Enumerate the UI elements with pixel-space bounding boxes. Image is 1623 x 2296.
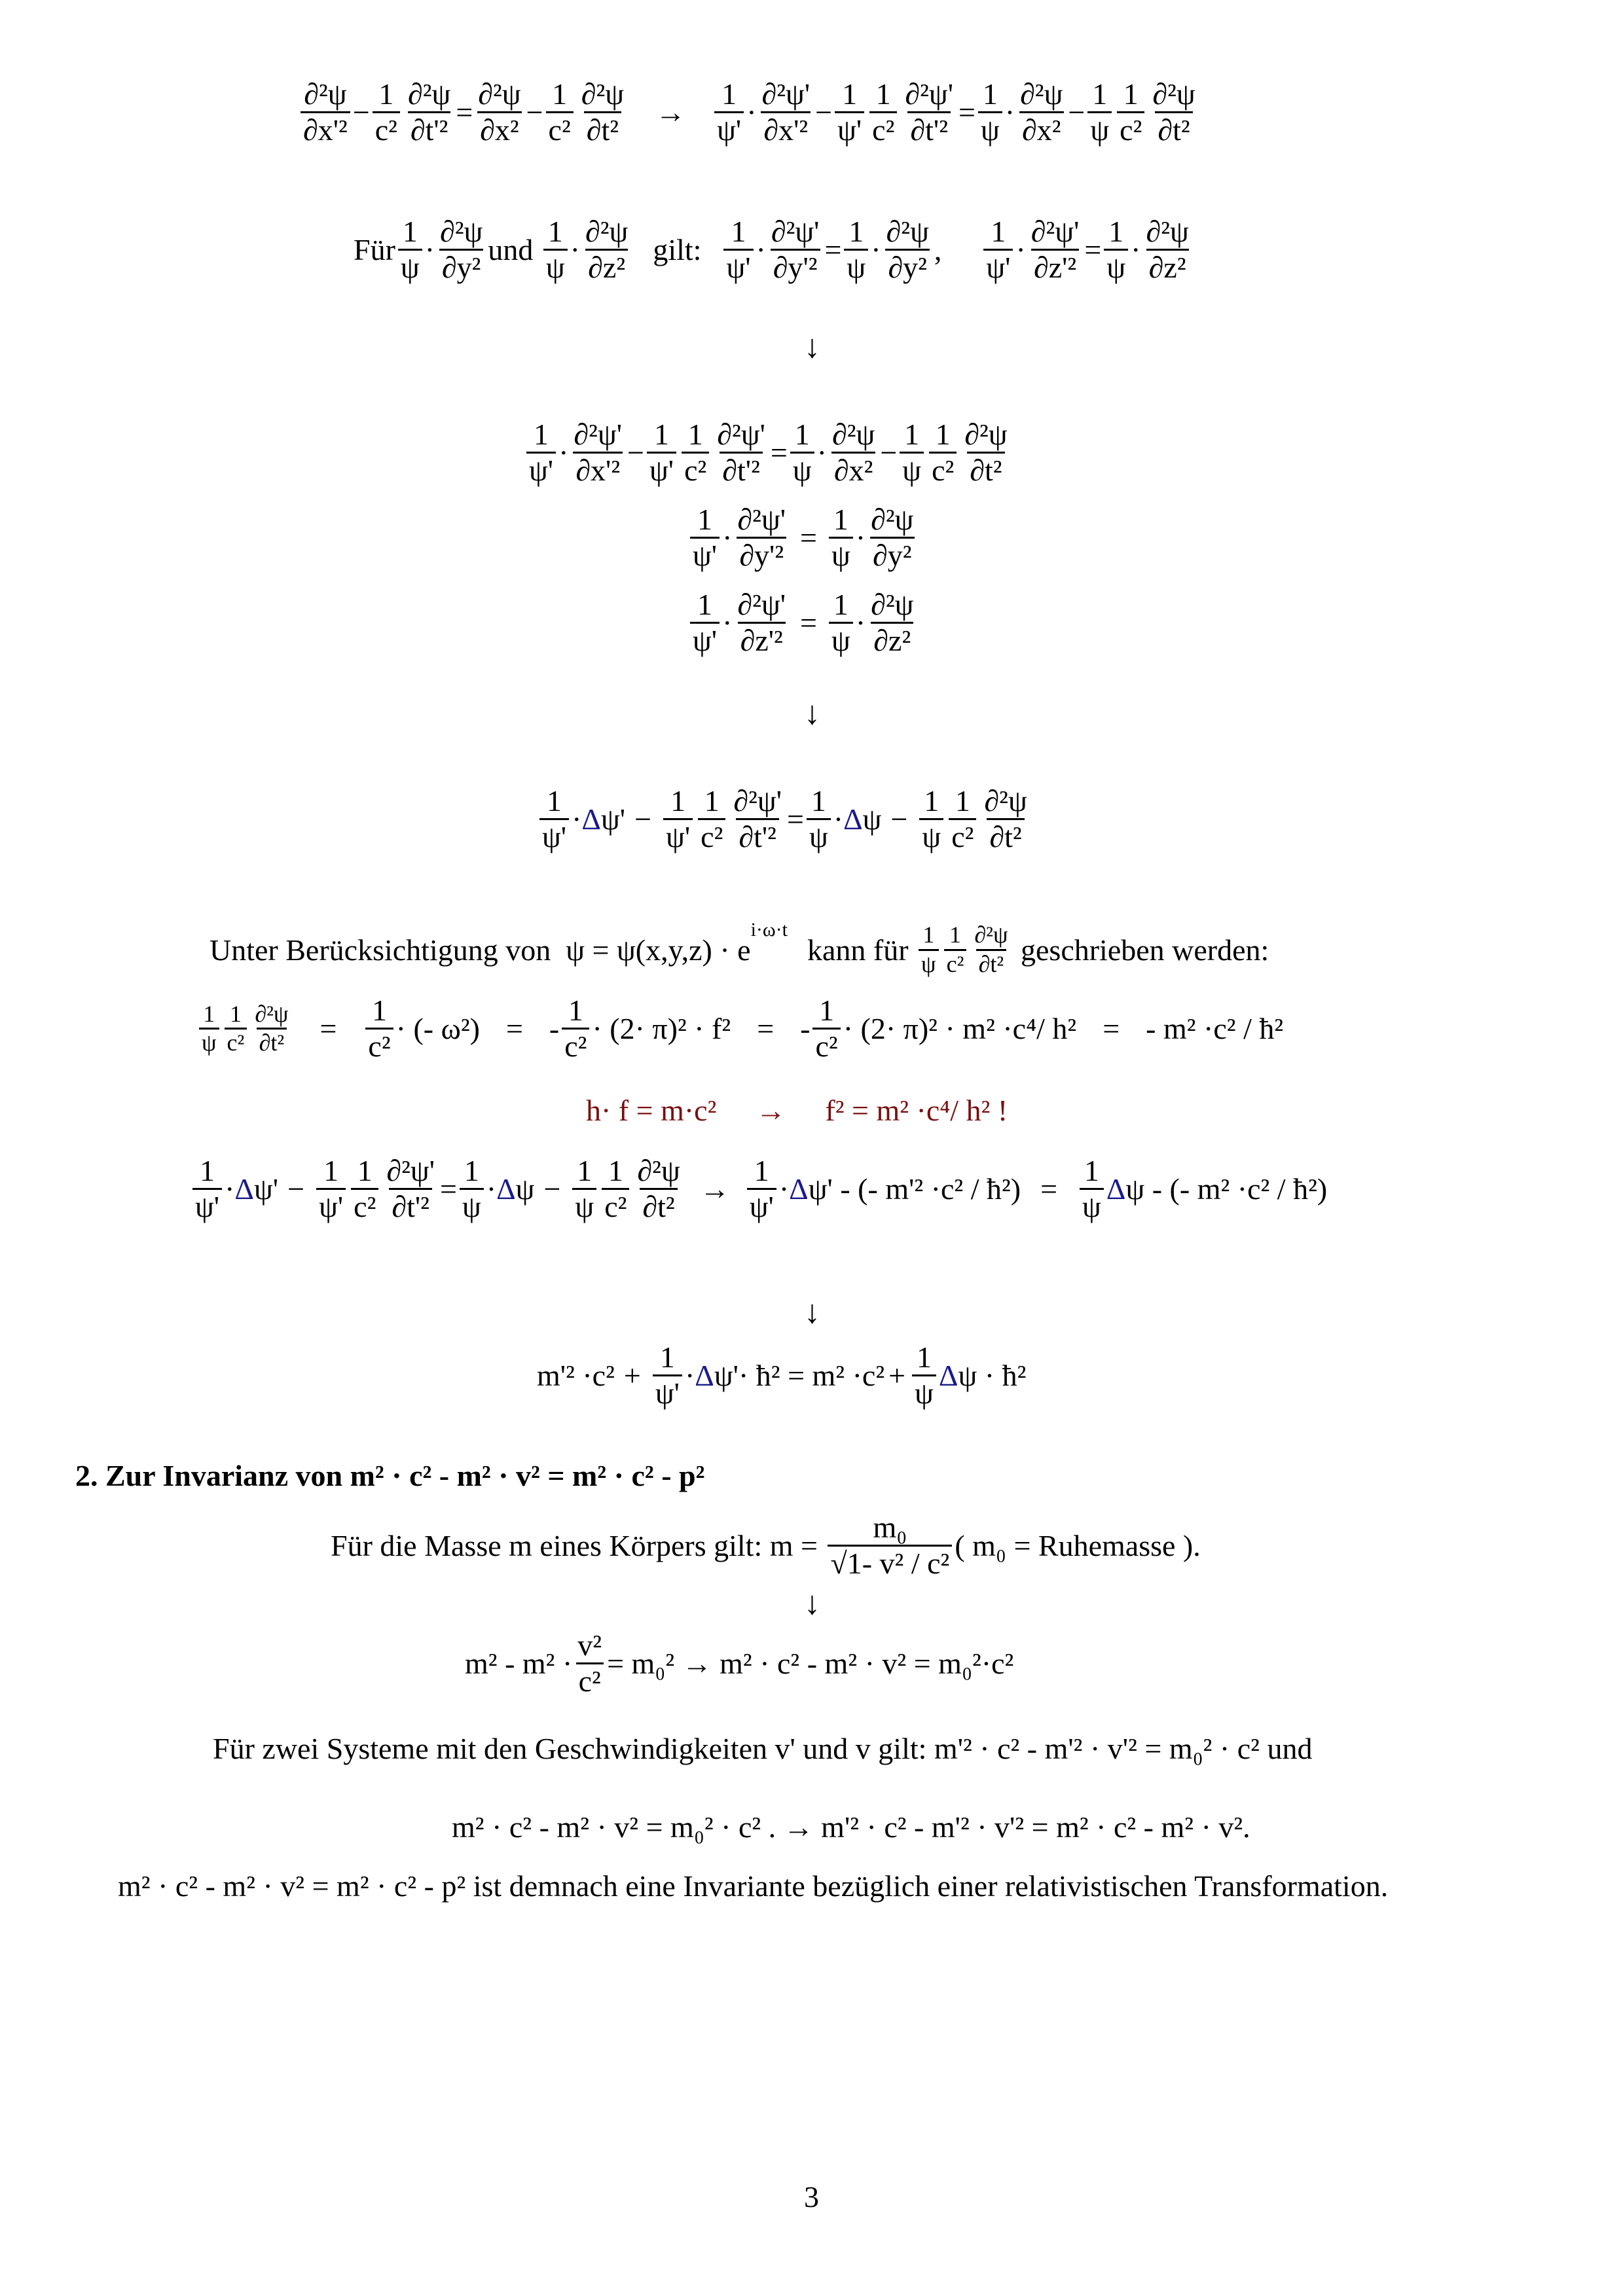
laplace-operator: Δ	[789, 1172, 809, 1206]
fraction: $\frac{1}{\psi}$	[807, 785, 831, 853]
note-planck-relation: h· f = m·c² → f² = m² ·c⁴/ h² !	[586, 1094, 1008, 1127]
fraction: $\frac{\text{∂²ψ}}{\text{∂x²}}$	[1020, 77, 1063, 147]
laplace-operator: Δ	[1106, 1172, 1126, 1206]
text-mass-formula: Für die Masse m eines Körpers gilt: m = $\frac{\text{m₀}}{\text{√1- v² / c²}}$ ( m₀ = Ruhemasse ).	[331, 1511, 1201, 1581]
fraction: $\frac{\text{∂²ψ'}}{\text{∂x'²}}$	[574, 418, 623, 488]
fraction: $\frac{\text{∂²ψ}}{\text{∂t²}}$	[974, 922, 1008, 977]
fraction: $\frac{1}{\psi'}$	[714, 79, 744, 147]
text-conclusion: m² · c² - m² · v² = m² · c² - p² ist demnach eine Invariante bezüglich einer relativistischen Transformation.	[118, 1869, 1389, 1903]
equation-laplace: $\frac{1}{\psi'}$ · Δ ψ' − $\frac{1}{\psi'}$ $\frac{1}{\text{c²}}$ $\frac{\text{∂²ψ'}}{\text{∂t'²}}$ = $\frac{1}{\psi}$ · Δ ψ − $\frac{1}{\psi}$ $\frac{1}{\text{c²}}$ $\frac{\text{∂²ψ}}{\text{∂t²}}$	[537, 785, 1032, 853]
equation-two-systems: m² · c² - m² · v² = m₀² · c² . → m'² · c² - m'² · v'² = m² · c² - m² · v².	[452, 1810, 1250, 1844]
equation-final: m'² ·c² + $\frac{1}{\psi'}$ · Δ ψ' · ħ² = m² ·c² + $\frac{1}{\psi}$ Δ ψ · ħ²	[537, 1340, 1027, 1410]
fraction: $\frac{\text{∂²ψ'}}{\text{∂y'²}}$	[737, 503, 786, 573]
equation-y-component: $\frac{1}{\psi'}$ · $\frac{\text{∂²ψ'}}{\text{∂y'²}}$ = $\frac{1}{\psi}$ · $\frac{\text{∂²ψ}}{\text{∂y²}}$	[687, 504, 919, 572]
text-two-systems: Für zwei Systeme mit den Geschwindigkeiten v' und v gilt: m'² · c² - m'² · v'² = m₀² · c² und	[213, 1732, 1313, 1765]
fraction: $\frac{1}{\psi}$	[543, 216, 568, 284]
fraction: $\frac{1}{\psi'}$	[690, 504, 720, 572]
arrow-right-icon: →	[756, 1094, 786, 1127]
equation-yz-equivalence: Für $\frac{1}{\psi}$ · $\frac{\text{∂²ψ}}{\text{∂y²}}$ und $\frac{1}{\psi}$ · $\frac{\text{∂²ψ}}{\text{∂z²}}$ gilt: $\frac{1}{\psi'}$ · $\frac{\text{∂²ψ'}}{\text{∂y'²}}$ = $\frac{1}{\psi}$ · $\frac{\text{∂²ψ}}{\text{∂y²}}$ , $\frac{1}{\psi'}$ · $\frac{\text{∂²ψ'}}{\text{∂z'²}}$ = $\frac{1}{\psi}$ · $\frac{\text{∂²ψ}}{\text{∂z²}}$	[354, 216, 1194, 284]
fraction: $\frac{\text{∂²ψ'}}{\text{∂z'²}}$	[737, 588, 786, 658]
fraction: $\frac{1}{\psi}$	[199, 1002, 219, 1056]
fraction: $\frac{1}{\psi'}$	[539, 785, 569, 853]
fraction: $\frac{1}{\text{c²}}$	[225, 1002, 247, 1056]
fraction: $\frac{\text{∂²ψ}}{\text{∂x'²}}$	[301, 79, 350, 147]
fraction: $\frac{1}{\psi}$	[900, 419, 924, 487]
fraction: $\frac{1}{\psi}$	[978, 79, 1002, 147]
fraction: $\frac{1}{\psi}$	[912, 1342, 936, 1410]
fraction: $\frac{1}{\text{c²}}$	[562, 995, 589, 1063]
equation-wave-transform: $\frac{\text{∂²ψ}}{\text{∂x'²}}$ − $\frac{1}{\text{c²}}$ $\frac{\text{∂²ψ}}{\text{∂t'²}}$ = $\frac{\text{∂²ψ}}{\text{∂x²}}$ − $\frac{1}{\text{c²}}$ $\frac{\text{∂²ψ}}{\text{∂t²}}$ → $\frac{1}{\psi'}$ · $\frac{\text{∂²ψ'}}{\text{∂x'²}}$ − $\frac{1}{\psi'}$ $\frac{1}{\text{c²}}$ $\frac{\text{∂²ψ'}}{\text{∂t'²}}$ = $\frac{1}{\psi}$ · $\frac{\text{∂²ψ}}{\text{∂x²}}$ − $\frac{1}{\psi}$ $\frac{1}{\text{c²}}$ $\frac{\text{∂²ψ}}{\text{∂t²}}$	[298, 79, 1201, 147]
fraction: $\frac{1}{\psi'}$	[983, 216, 1013, 284]
fraction: $\frac{1}{\psi}$	[844, 216, 868, 284]
fraction: $\frac{1}{\psi}$	[829, 504, 853, 572]
fraction: $\frac{1}{\psi}$	[1080, 1155, 1104, 1223]
fraction: $\frac{\text{∂²ψ}}{\text{∂t'²}}$	[407, 77, 451, 147]
fraction: $\frac{1}{\psi'}$	[647, 419, 676, 487]
fraction: $\frac{\text{∂²ψ}}{\text{∂t²}}$	[984, 784, 1027, 854]
laplace-operator: Δ	[496, 1172, 516, 1206]
equation-combined: $\frac{1}{\psi'}$ · Δ ψ' − $\frac{1}{\psi'}$ $\frac{1}{\text{c²}}$ $\frac{\text{∂²ψ'}}{\text{∂t'²}}$ = $\frac{1}{\psi}$ · Δ ψ − $\frac{1}{\psi}$ $\frac{1}{\text{c²}}$ $\frac{\text{∂²ψ}}{\text{∂t²}}$ → $\frac{1}{\psi'}$ · Δ ψ' - (- m'² ·c² / ħ²) = $\frac{1}{\psi}$ Δ ψ - (- m² ·c² / ħ²)	[190, 1155, 1327, 1223]
fraction: $\frac{1}{\text{c²}}$	[812, 995, 840, 1063]
laplace-operator: Δ	[695, 1359, 714, 1393]
fraction: $\frac{\text{∂²ψ}}{\text{∂t²}}$	[1152, 77, 1195, 147]
fraction: $\frac{\text{∂²ψ'}}{\text{∂t'²}}$	[717, 418, 765, 488]
fraction: $\frac{\text{∂²ψ}}{\text{∂t²}}$	[581, 77, 625, 147]
fraction: $\frac{1}{\psi'}$	[663, 785, 693, 853]
fraction: $\frac{\text{∂²ψ'}}{\text{∂x'²}}$	[761, 77, 811, 147]
fraction: $\frac{1}{\text{c²}}$	[373, 79, 400, 147]
fraction: $\frac{\text{∂²ψ'}}{\text{∂y'²}}$	[771, 215, 820, 285]
fraction: $\frac{\text{∂²ψ}}{\text{∂y²}}$	[440, 215, 483, 285]
fraction: $\frac{\text{∂²ψ}}{\text{∂y²}}$	[871, 503, 914, 573]
fraction: $\frac{\text{∂²ψ}}{\text{∂z²}}$	[871, 588, 914, 658]
arrow-down-icon: ↓	[804, 694, 820, 731]
fraction: $\frac{1}{\text{c²}}$	[949, 785, 976, 853]
arrow-down-icon: ↓	[804, 1293, 820, 1330]
fraction: $\frac{\text{∂²ψ'}}{\text{∂t'²}}$	[905, 77, 953, 147]
fraction: $\frac{1}{\psi}$	[790, 419, 814, 487]
laplace-operator: Δ	[843, 802, 863, 836]
laplace-operator: Δ	[581, 802, 602, 836]
fraction: $\frac{1}{\psi}$	[398, 216, 422, 284]
fraction: $\frac{1}{\text{c²}}$	[1117, 79, 1144, 147]
fraction: $\frac{\text{∂²ψ}}{\text{∂x²}}$	[478, 77, 521, 147]
arrow-down-icon: ↓	[804, 328, 820, 365]
fraction: $\frac{1}{\psi}$	[1087, 79, 1112, 147]
fraction: $\frac{1}{\text{c²}}$	[546, 79, 574, 147]
fraction: $\frac{1}{\psi}$	[919, 923, 939, 977]
fraction: $\frac{1}{\text{c²}}$	[698, 785, 725, 853]
fraction: $\frac{1}{\psi}$	[1104, 216, 1128, 284]
fraction: $\frac{1}{\psi}$	[919, 785, 943, 853]
equation-chain: $\frac{1}{\psi}$ $\frac{1}{\text{c²}}$ $\frac{\text{∂²ψ}}{\text{∂t²}}$ = $\frac{1}{\text{c²}}$ · (- ω²) = - $\frac{1}{\text{c²}}$ · (2· π)² · f² = - $\frac{1}{\text{c²}}$ · (2· π)² · m² ·c⁴/ h² = - m² ·c² / ħ²	[196, 995, 1283, 1063]
fraction: $\frac{1}{\psi'}$	[526, 419, 556, 487]
arrow-down-icon: ↓	[804, 1585, 820, 1621]
fraction: $\frac{1}{\psi'}$	[690, 589, 720, 657]
fraction: $\frac{\text{∂²ψ}}{\text{∂z²}}$	[585, 215, 629, 285]
arrow-right-icon: →	[699, 1172, 730, 1206]
fraction: $\frac{1}{\text{c²}}$	[351, 1155, 378, 1223]
page-number: 3	[804, 2180, 819, 2214]
text-unter-beruecksichtigung: Unter Berücksichtigung von ψ = ψ(x,y,z) · e i·ω·t kann für $\frac{1}{\psi}$ $\frac{1}{\text{c²}}$ $\frac{\text{∂²ψ}}{\text{∂t²}}$ geschrieben werden:	[210, 919, 1269, 977]
section-heading: 2. Zur Invarianz von m² · c² - m² · v² = m² · c² - p²	[75, 1459, 705, 1492]
fraction: $\frac{\text{∂²ψ}}{\text{∂x²}}$	[831, 418, 875, 488]
fraction: $\frac{\text{m₀}}{\text{√1- v² / c²}}$	[828, 1512, 952, 1580]
fraction: $\frac{\text{∂²ψ}}{\text{∂t²}}$	[637, 1154, 680, 1224]
laplace-operator: Δ	[234, 1172, 255, 1206]
fraction: $\frac{1}{\text{c²}}$	[682, 419, 709, 487]
fraction: $\frac{1}{\text{c²}}$	[929, 419, 957, 487]
fraction: $\frac{\text{∂²ψ'}}{\text{∂t'²}}$	[386, 1154, 435, 1224]
equation-z-component: $\frac{1}{\psi'}$ · $\frac{\text{∂²ψ'}}{\text{∂z'²}}$ = $\frac{1}{\psi}$ · $\frac{\text{∂²ψ}}{\text{∂z²}}$	[687, 589, 919, 657]
fraction: $\frac{\text{∂²ψ}}{\text{∂t²}}$	[964, 418, 1008, 488]
fraction: $\frac{\text{∂²ψ'}}{\text{∂t'²}}$	[733, 784, 782, 854]
fraction: $\frac{1}{\text{c²}}$	[944, 923, 967, 977]
fraction: $\frac{1}{\psi'}$	[835, 79, 864, 147]
fraction: $\frac{1}{\psi}$	[829, 589, 853, 657]
fraction: $\frac{1}{\psi'}$	[316, 1155, 346, 1223]
fraction: $\frac{\text{∂²ψ}}{\text{∂y²}}$	[886, 215, 929, 285]
fraction: $\frac{1}{\text{c²}}$	[602, 1155, 629, 1223]
equation-rest-mass: m² - m² · $\frac{\text{v²}}{\text{c²}}$ = m₀² → m² · c² - m² · v² = m₀²·c²	[465, 1628, 1014, 1698]
fraction: $\frac{1}{\psi'}$	[192, 1155, 222, 1223]
fraction: $\frac{1}{\psi}$	[572, 1155, 596, 1223]
fraction: $\frac{1}{\psi'}$	[653, 1342, 682, 1410]
fraction: $\frac{\text{∂²ψ'}}{\text{∂z'²}}$	[1030, 215, 1080, 285]
equation-x-component: $\frac{1}{\psi'}$ · $\frac{\text{∂²ψ'}}{\text{∂x'²}}$ − $\frac{1}{\psi'}$ $\frac{1}{\text{c²}}$ $\frac{\text{∂²ψ'}}{\text{∂t'²}}$ = $\frac{1}{\psi}$ · $\frac{\text{∂²ψ}}{\text{∂x²}}$ − $\frac{1}{\psi}$ $\frac{1}{\text{c²}}$ $\frac{\text{∂²ψ}}{\text{∂t²}}$	[524, 419, 1013, 487]
laplace-operator: Δ	[938, 1359, 958, 1393]
fraction: $\frac{\text{∂²ψ}}{\text{∂z²}}$	[1146, 215, 1189, 285]
fraction: $\frac{1}{\psi}$	[460, 1155, 484, 1223]
arrow-right-icon: →	[655, 96, 686, 130]
fraction: $\frac{\text{v²}}{\text{c²}}$	[575, 1630, 604, 1698]
fraction: $\frac{1}{\psi'}$	[723, 216, 753, 284]
fraction: $\frac{1}{\text{c²}}$	[869, 79, 897, 147]
sqrt-icon: √	[830, 1547, 847, 1581]
fraction: $\frac{1}{\psi'}$	[747, 1155, 776, 1223]
fraction: $\frac{\text{∂²ψ}}{\text{∂t²}}$	[255, 1000, 289, 1056]
fraction: $\frac{1}{\text{c²}}$	[365, 995, 393, 1063]
